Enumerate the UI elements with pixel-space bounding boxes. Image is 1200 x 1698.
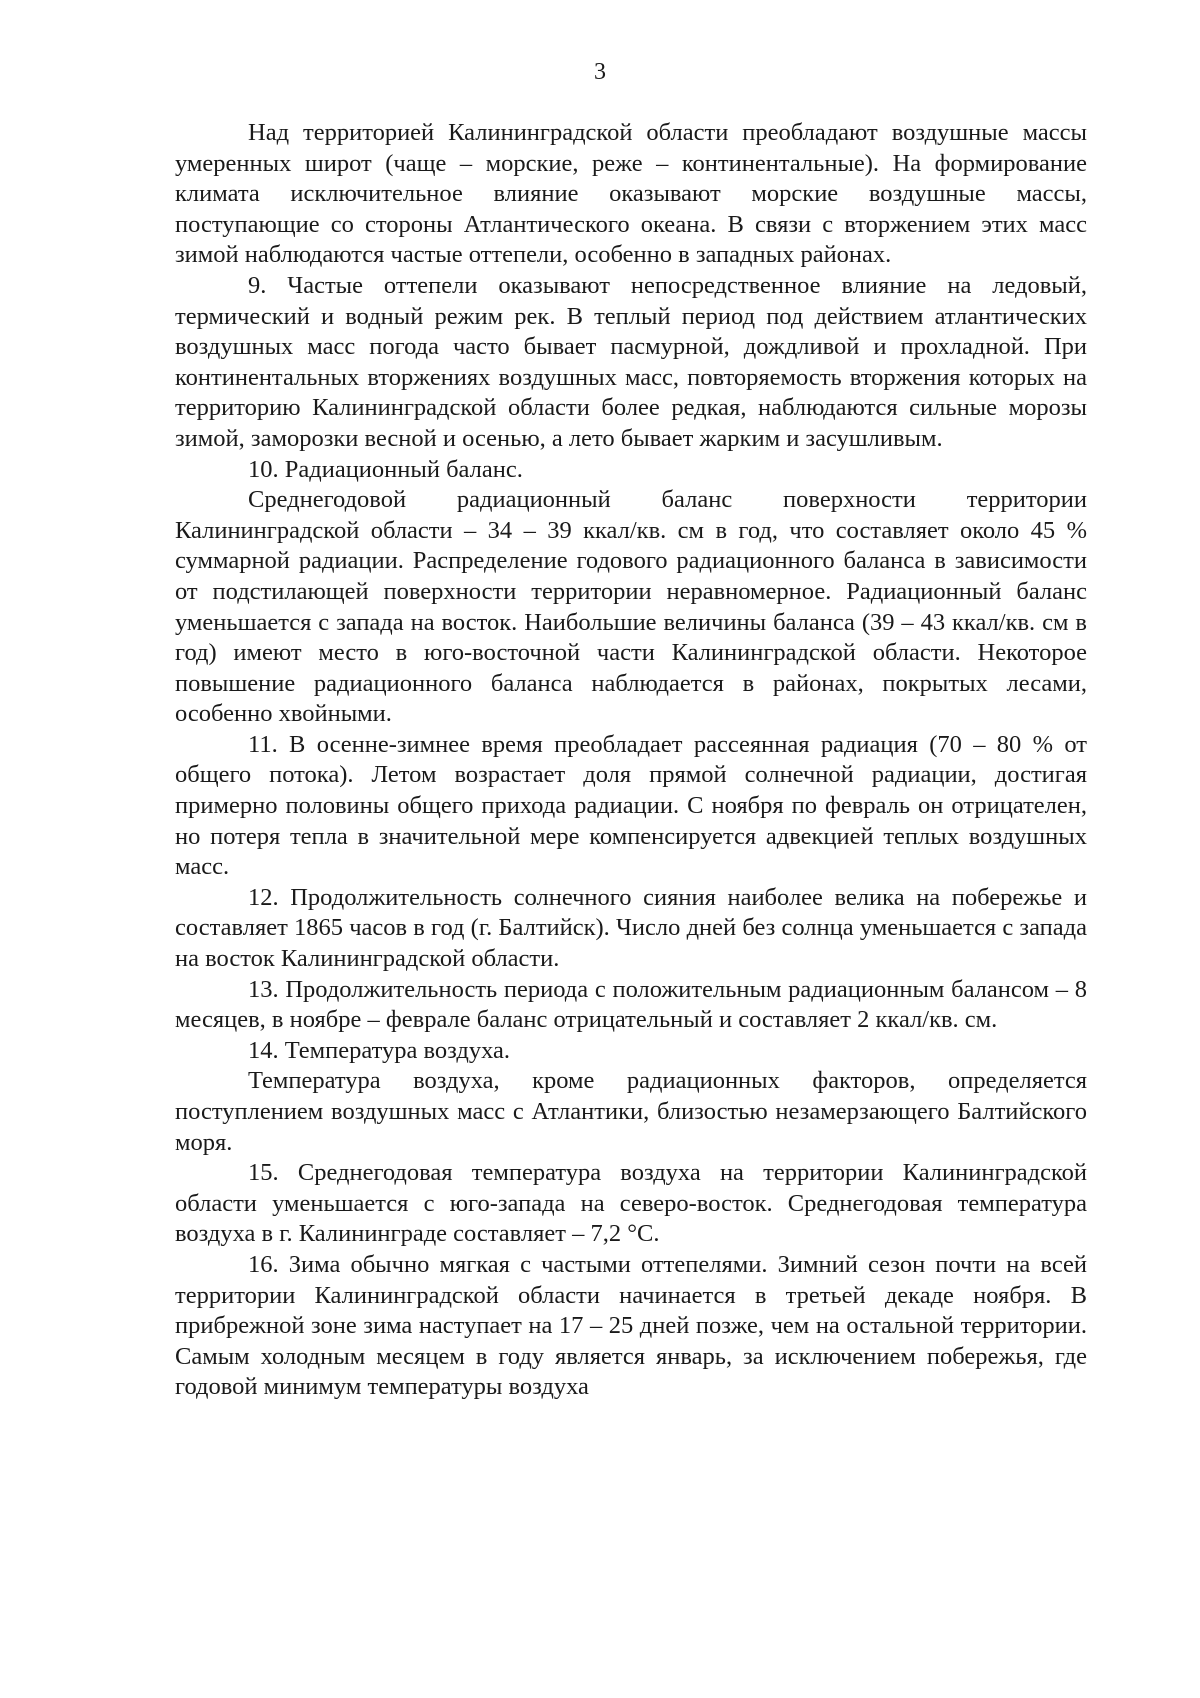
heading-10-radiation-balance: 10. Радиационный баланс. — [248, 455, 523, 483]
paragraph-climate-air-masses: Над территорией Калининградской области преобладают воздушные массы умеренных широт (чаще – морские, реже – континентальные). На формирование климата исключительное влияние оказывают морские воздушные массы, поступающие со стороны Атлантического океана. В связи с вторжением этих масс зимой наблюдаются частые оттепели, особенно в западных районах. — [175, 119, 1087, 269]
paragraph-11-diffuse-radiation: 11. В осенне-зимнее время преобладает рассеянная радиация (70 – 80 % от общего потока). Летом возрастает доля прямой солнечной радиации, достигая примерно половины общего прихода радиации. С ноября по февраль он отрицателен, но потеря тепла в значительной мере компенсируется адвекцией теплых воздушных масс. — [175, 730, 1087, 881]
paragraph-13-positive-balance-period: 13. Продолжительность периода с положительным радиационным балансом – 8 месяцев, в ноябре – феврале баланс отрицательный и составляет 2 ккал/кв. см. — [175, 975, 1087, 1034]
page-number: 3 — [594, 59, 606, 85]
paragraph-15-mean-annual-temperature: 15. Среднегодовая температура воздуха на территории Калининградской области уменьшается с юго-запада на северо-восток. Среднегодовая температура воздуха в г. Калининграде составляет – 7,2 °С. — [175, 1159, 1087, 1248]
heading-14-air-temperature: 14. Температура воздуха. — [248, 1036, 511, 1064]
paragraph-radiation-balance: Среднегодовой радиационный баланс поверхности территории Калининградской области – 34 – 39 ккал/кв. см в год, что составляет около 45 % суммарной радиации. Распределение годового радиационного баланса в зависимости от подстилающей поверхности территории неравномерное. Радиационный баланс уменьшается с запада на восток. Наибольшие величины баланса (39 – 43 ккал/кв. см в год) имеют место в юго-восточной части Калининградской области. Некоторое повышение радиационного баланса наблюдается в районах, покрытых лесами, особенно хвойными. — [175, 486, 1087, 728]
document-body — [175, 118, 1087, 1403]
paragraph-9-thaws: 9. Частые оттепели оказывают непосредственное влияние на ледовый, термический и водный режим рек. В теплый период под действием атлантических воздушных масс погода часто бывает пасмурной, дождливой и прохладной. При континентальных вторжениях воздушных масс, повторяемость вторжения которых на территорию Калининградской области более редкая, наблюдаются сильные морозы зимой, заморозки весной и осенью, а лето бывает жарким и засушливым. — [175, 271, 1087, 452]
paragraph-air-temperature-factors: Температура воздуха, кроме радиационных факторов, определяется поступлением воздушных масс с Атлантики, близостью незамерзающего Балтийского моря. — [175, 1067, 1087, 1156]
paragraph-12-sunshine-duration: 12. Продолжительность солнечного сияния наиболее велика на побережье и составляет 1865 часов в год (г. Балтийск). Число дней без солнца уменьшается с запада на восток Калининградской области. — [175, 883, 1087, 973]
paragraph-16-winter: 16. Зима обычно мягкая с частыми оттепелями. Зимний сезон почти на всей территории Калининградской области начинается в третьей декаде ноября. В прибрежной зоне зима наступает на 17 – 25 дней позже, чем на остальной территории. Самым холодным месяцем в году является январь, за исключением побережья, где годовой минимум температуры воздуха — [175, 1250, 1087, 1401]
